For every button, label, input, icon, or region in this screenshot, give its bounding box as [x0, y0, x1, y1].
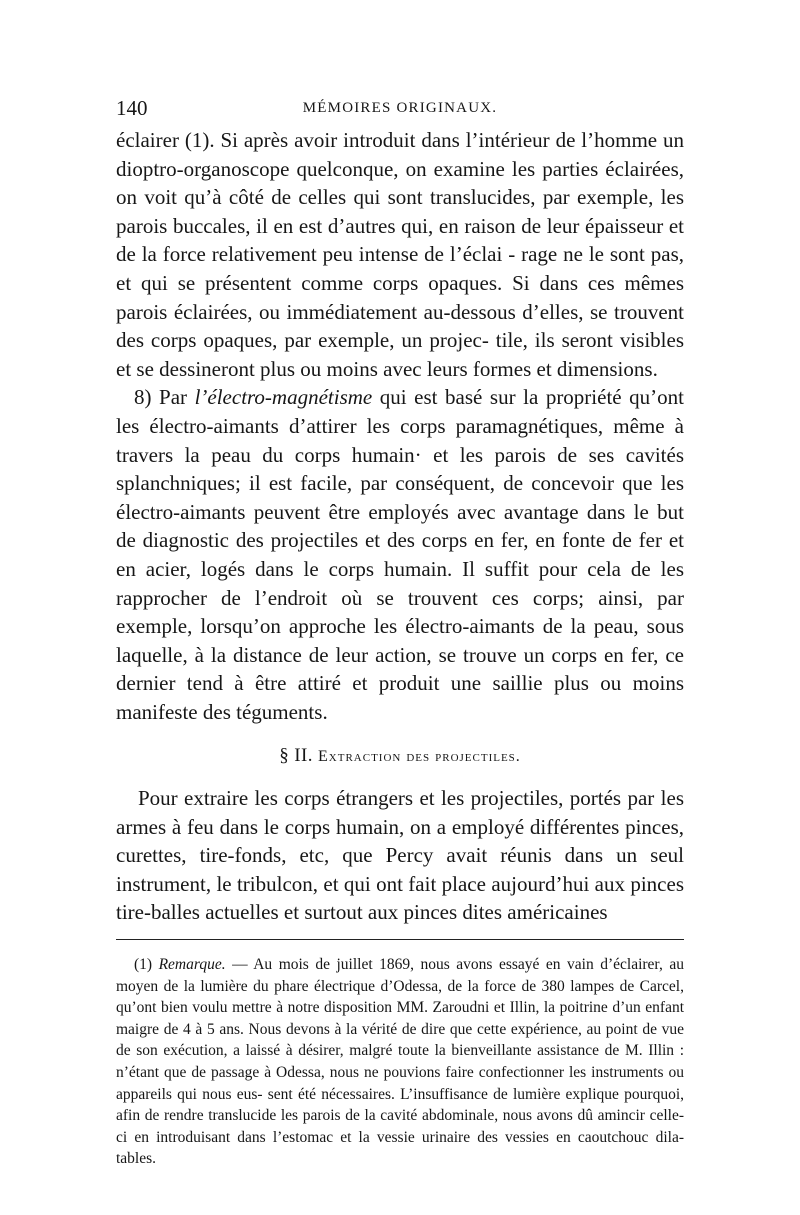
section-title: Extraction des projectiles. [318, 748, 521, 766]
page-header [116, 96, 684, 122]
body-text [116, 126, 684, 927]
paragraph-2-term: l’électro-magnétisme [194, 385, 373, 410]
page [116, 96, 684, 1185]
paragraph-1: éclairer (1). Si après avoir introduit dans l’intérieur de l’homme un dioptro-organoscope quelconque, on examine les parties éclairées, on voit qu’à côté de celles qui sont translucides, par exemple, les parois buccales, il en est d’autres qui, en raison de leur épaisseur et de la force relativement peu intense de l’éclai - rage ne le sont pas, et qui se présentent comme corps opaques. Si dans ces mêmes parois éclairées, ou immédiatement au-dessous d’elles, se trouvent des corps opaques, par exemple, un projec- tile, ils seront visibles et se dessineront plus ou moins avec leurs formes et dimensions. [116, 128, 684, 381]
footnote-marker: (1) [134, 956, 159, 974]
section-number: § II. [279, 745, 313, 767]
page-number: 140 [116, 96, 148, 120]
paragraph-2-rest: qui est basé sur la propriété qu’ont les électro-aimants d’attirer les corps paramagnétiques, même à travers la peau du corps humain· et les parois de ses cavités splanchniques; il est facile, par conséquent, de concevoir que les électro-aimants peuvent être employés avec avantage dans le but de diagnostic des projectiles et des corps en fer, en fonte de fer et en acier, logés dans le corps humain. Il suffit pour cela de les rapprocher de l’endroit où se trouvent ces corps; ainsi, par exemple, lorsqu’on approche les électro-aimants de la peau, sous laquelle, à la distance de leur action, se trouve un corps en fer, ce dernier tend à être attiré et produit une saillie plus ou moins manifeste des téguments. [116, 385, 684, 724]
paragraph-3: Pour extraire les corps étrangers et les projectiles, portés par les armes à feu dans le corps humain, on a employé différentes pinces, curettes, tire-fonds, etc, que Percy avait réunis dans un seul instrument, le tribulcon, et qui ont fait place aujourd’hui aux pinces tire-balles actuelles et surtout aux pinces dites américaines [116, 786, 684, 925]
paragraph-2-prefix: 8) Par [134, 385, 195, 410]
footnote [116, 954, 684, 1170]
paragraph-2 [116, 383, 684, 726]
footnote-text: — Au mois de juillet 1869, nous avons essayé en vain d’éclairer, au moyen de la lumière du phare électrique d’Odessa, de la force de 380 lampes de Carcel, qu’ont bien voulu mettre à notre disposition MM. Zaroudni et Illin, la poitrine d’un enfant maigre de 4 à 5 ans. Nous devons à la vérité de dire que cette expérience, au point de vue de son exécution, a laissé à désirer, malgré toute la bienveillante assistance de M. Illin : n’étant que de passage à Odessa, nous ne pouvions faire confectionner les instruments ou appareils qui nous eus- sent été nécessaires. L’insuffisance de lumière explique pourquoi, afin de rendre translucide les parois de la cavité abdominale, nous avons dû amincir celle-ci en introduisant dans l’estomac et la vessie urinaire des vessies en caoutchouc dila- tables. [116, 956, 684, 1168]
section-heading [116, 742, 684, 772]
footnote-label: Remarque. [158, 956, 226, 974]
running-head: MÉMOIRES ORIGINAUX. [302, 100, 498, 116]
footnote-rule [116, 939, 684, 940]
